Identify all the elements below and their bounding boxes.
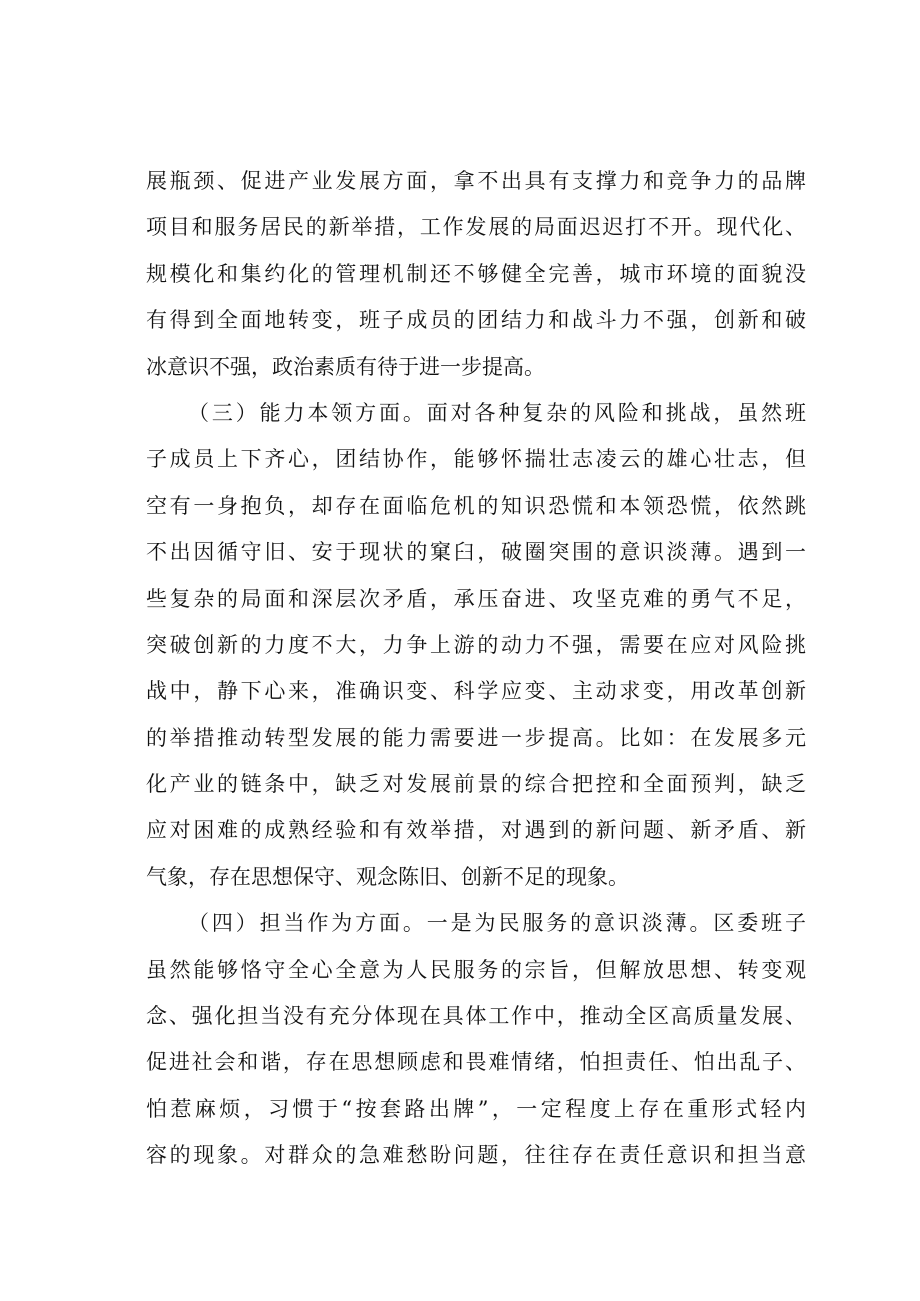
body-text <box>146 158 806 1179</box>
text-line: 空有一身抱负，却存在面临危机的知识恐慌和本领恐慌，依然跳 <box>146 493 806 518</box>
text-line: 规模化和集约化的管理机制还不够健全完善，城市环境的面貌没 <box>146 261 806 286</box>
text-line: 突破创新的力度不大，力争上游的动力不强，需要在应对风险挑 <box>146 632 806 657</box>
text-line: 应对困难的成熟经验和有效举措，对遇到的新问题、新矛盾、新 <box>146 818 806 843</box>
text-line: 些复杂的局面和深层次矛盾，承压奋进、攻坚克难的勇气不足， <box>146 586 806 611</box>
text-line: 展瓶颈、促进产业发展方面，拿不出具有支撑力和竞争力的品牌 <box>146 169 806 193</box>
text-line: 气象，存在思想保守、观念陈旧、创新不足的现象。 <box>146 864 629 889</box>
paragraph-section-3 <box>146 390 806 900</box>
text-line: 虽然能够恪守全心全意为人民服务的宗旨，但解放思想、转变观 <box>146 957 806 982</box>
text-line: 子成员上下齐心，团结协作，能够怀揣壮志凌云的雄心壮志，但 <box>146 447 806 472</box>
text-line: 不出因循守旧、安于现状的窠臼，破圈突围的意识淡薄。遇到一 <box>146 540 806 565</box>
section-heading-line: （四）担当作为方面。一是为民服务的意识淡薄。区委班子 <box>188 911 806 936</box>
text-line: 项目和服务居民的新举措，工作发展的局面迟迟打不开。现代化、 <box>146 215 806 240</box>
text-line: 有得到全面地转变，班子成员的团结力和战斗力不强，创新和破 <box>146 308 806 333</box>
text-line: 冰意识不强，政治素质有待于进一步提高。 <box>146 354 545 379</box>
text-line: 怕惹麻烦，习惯于“按套路出牌”，一定程度上存在重形式轻内 <box>146 1096 806 1121</box>
paragraph-continuation <box>146 158 806 390</box>
text-line: 战中，静下心来，准确识变、科学应变、主动求变，用改革创新 <box>146 679 806 704</box>
paragraph-section-4 <box>146 900 806 1178</box>
text-line: 容的现象。对群众的急难愁盼问题，往往存在责任意识和担当意 <box>146 1143 806 1168</box>
text-line: 促进社会和谐，存在思想顾虑和畏难情绪，怕担责任、怕出乱子、 <box>146 1050 806 1075</box>
text-line: 的举措推动转型发展的能力需要进一步提高。比如：在发展多元 <box>146 725 806 750</box>
section-heading-line: （三）能力本领方面。面对各种复杂的风险和挑战，虽然班 <box>188 400 806 425</box>
text-line: 念、强化担当没有充分体现在具体工作中，推动全区高质量发展、 <box>146 1004 806 1029</box>
text-line: 化产业的链条中，缺乏对发展前景的综合把控和全面预判，缺乏 <box>146 772 806 797</box>
